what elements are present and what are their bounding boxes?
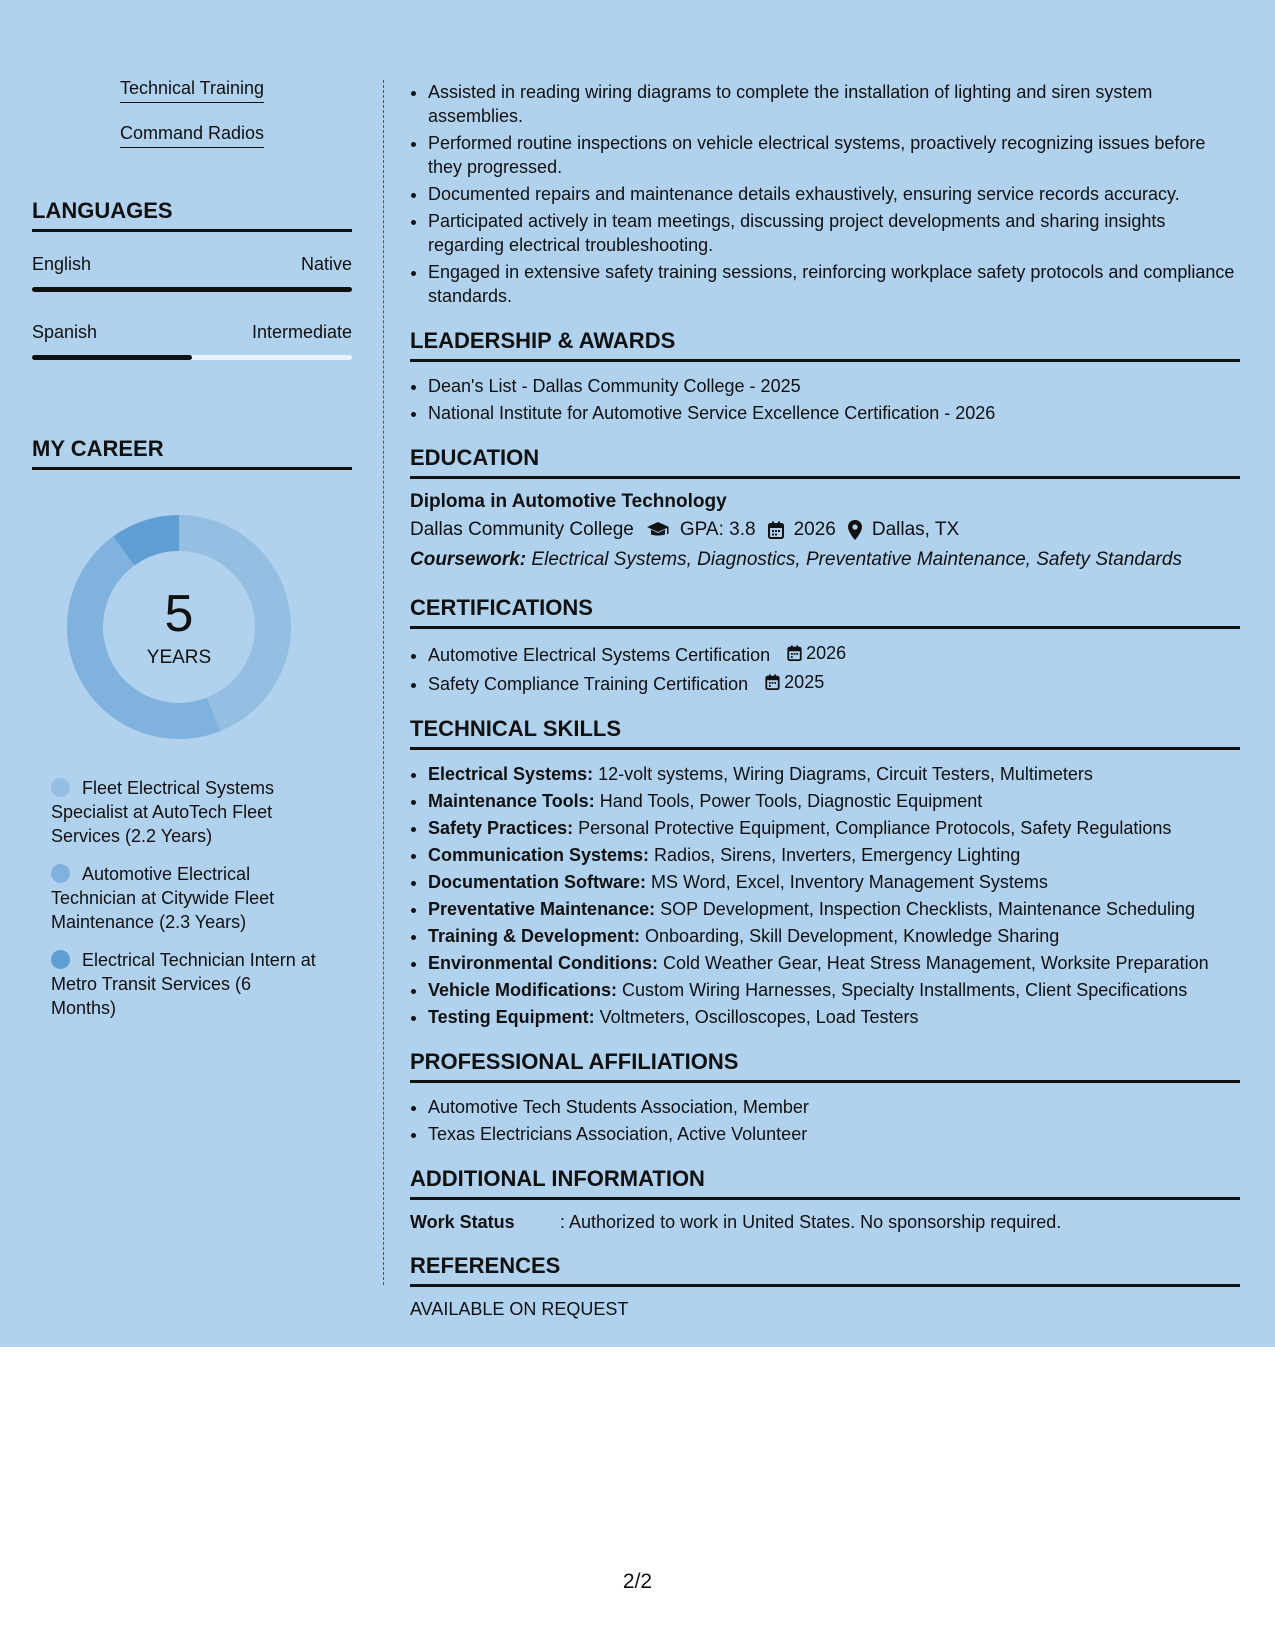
certifications-list (410, 641, 1240, 696)
career-item-text: Automotive Electrical Technician at Citywide Fleet Maintenance (2.3 Years) (51, 864, 275, 932)
page-number: 2/2 (622, 1570, 653, 1593)
leadership-list (410, 374, 1240, 425)
skill-value: Personal Protective Equipment, Compliance Protocols, Safety Regulations (573, 818, 1172, 838)
graduation-cap-icon (646, 521, 670, 539)
experience-bullet: • Participated actively in team meetings, discussing project developments and sharing insights regarding electrical troubleshooting. (428, 209, 1240, 257)
column-divider (383, 80, 384, 1285)
language-english (32, 254, 352, 292)
work-status-row (410, 1212, 1240, 1233)
work-status-label: Work Status (410, 1212, 515, 1232)
skill-link-command-radios: Command Radios (120, 123, 264, 148)
skill-item (428, 897, 1240, 921)
career-item-text: Electrical Technician Intern at Metro Transit Services (6 Months) (51, 950, 316, 1018)
skill-item (428, 1005, 1240, 1029)
skill-value: Onboarding, Skill Development, Knowledge Sharing (640, 926, 1060, 946)
education-gpa: GPA: 3.8 (679, 519, 756, 540)
skill-value: MS Word, Excel, Inventory Management Systems (646, 872, 1048, 892)
legend-dot (51, 778, 70, 797)
references-title: REFERENCES (410, 1253, 1240, 1287)
coursework-label: Coursework: (410, 549, 527, 570)
skill-item (428, 843, 1240, 867)
skill-label: Training & Development: (428, 926, 641, 946)
career-item (51, 776, 321, 848)
skill-value: Voltmeters, Oscilloscopes, Load Testers (594, 1007, 919, 1027)
skill-label: Vehicle Modifications: (428, 980, 618, 1000)
legend-dot (51, 950, 70, 969)
skill-value: Custom Wiring Harnesses, Specialty Installments, Client Specifications (617, 980, 1188, 1000)
career-list (51, 776, 321, 1020)
calendar-icon (765, 674, 780, 690)
career-title: MY CAREER (32, 436, 352, 470)
skill-label: Documentation Software: (428, 872, 647, 892)
skill-item (428, 762, 1240, 786)
affiliations-title: PROFESSIONAL AFFILIATIONS (410, 1049, 1240, 1083)
skill-item (428, 951, 1240, 975)
skill-value: Cold Weather Gear, Heat Stress Management, Worksite Preparation (658, 953, 1209, 973)
language-bar-fill (32, 287, 352, 292)
career-item (51, 948, 321, 1020)
skill-value: SOP Development, Inspection Checklists, Maintenance Scheduling (655, 899, 1196, 919)
career-donut (64, 512, 294, 742)
languages-title: LANGUAGES (32, 198, 352, 232)
education-school: Dallas Community College (410, 519, 634, 540)
affiliations-list (410, 1095, 1240, 1146)
career-item (51, 862, 321, 934)
certification-item (428, 641, 1240, 667)
skill-label: Electrical Systems: (428, 764, 594, 784)
experience-bullets (410, 80, 1240, 308)
skill-item (428, 870, 1240, 894)
affiliation-item: • Automotive Tech Students Association, Member (428, 1095, 1240, 1119)
right-column (410, 80, 1240, 1320)
education-coursework (410, 549, 1240, 571)
experience-bullet: • Performed routine inspections on vehicle electrical systems, proactively recognizing issues before they progressed. (428, 131, 1240, 179)
certification-year: 2026 (806, 643, 847, 663)
language-level: Intermediate (251, 322, 352, 342)
education-degree: Diploma in Automotive Technology (410, 491, 727, 512)
skill-label: Preventative Maintenance: (428, 899, 656, 919)
skill-item (428, 816, 1240, 840)
leadership-item: • Dean's List - Dallas Community College - 2025 (428, 374, 1240, 398)
certification-name: Safety Compliance Training Certification (428, 674, 749, 694)
certification-name: Automotive Electrical Systems Certification (428, 645, 771, 665)
language-bar-fill (32, 355, 192, 360)
skill-item (428, 924, 1240, 948)
legend-dot (51, 864, 70, 883)
references-text: AVAILABLE ON REQUEST (410, 1299, 629, 1319)
skill-label: Maintenance Tools: (428, 791, 595, 811)
language-bar (32, 287, 352, 292)
language-name: Spanish (32, 322, 98, 342)
education-details (410, 519, 1240, 541)
skill-label: Safety Practices: (428, 818, 574, 838)
language-bar (32, 355, 352, 360)
leadership-item: • National Institute for Automotive Service Excellence Certification - 2026 (428, 401, 1240, 425)
technical-skills-title: TECHNICAL SKILLS (410, 716, 1240, 750)
experience-bullet: • Assisted in reading wiring diagrams to complete the installation of lighting and siren system assemblies. (428, 80, 1240, 128)
experience-bullet: • Documented repairs and maintenance details exhaustively, ensuring service records accuracy. (428, 182, 1240, 206)
education-title: EDUCATION (410, 445, 1240, 479)
technical-skills-list (410, 762, 1240, 1029)
certification-item (428, 670, 1240, 696)
calendar-icon (787, 645, 802, 661)
left-column (32, 78, 352, 1034)
calendar-icon (768, 521, 784, 539)
coursework-text: Electrical Systems, Diagnostics, Preventative Maintenance, Safety Standards (526, 549, 1182, 570)
certifications-title: CERTIFICATIONS (410, 595, 1240, 629)
language-name: English (32, 254, 92, 274)
additional-info-title: ADDITIONAL INFORMATION (410, 1166, 1240, 1200)
skill-item (428, 789, 1240, 813)
affiliation-item: • Texas Electricians Association, Active Volunteer (428, 1122, 1240, 1146)
location-pin-icon (848, 520, 862, 540)
skill-link-technical-training: Technical Training (120, 78, 264, 103)
work-status-value: : Authorized to work in United States. No sponsorship required. (560, 1212, 1062, 1232)
education-location: Dallas, TX (871, 519, 960, 540)
leadership-title: LEADERSHIP & AWARDS (410, 328, 1240, 362)
experience-bullet: • Engaged in extensive safety training sessions, reinforcing workplace safety protocols and compliance standards. (428, 260, 1240, 308)
language-level: Native (300, 254, 352, 274)
skill-item (428, 978, 1240, 1002)
education-year: 2026 (793, 519, 836, 540)
skill-value: 12-volt systems, Wiring Diagrams, Circuit Testers, Multimeters (593, 764, 1093, 784)
skill-label: Environmental Conditions: (428, 953, 659, 973)
career-item-text: Fleet Electrical Systems Specialist at AutoTech Fleet Services (2.2 Years) (51, 778, 275, 846)
skill-value: Radios, Sirens, Inverters, Emergency Lighting (649, 845, 1021, 865)
career-total: 5 (164, 585, 194, 643)
skill-label: Communication Systems: (428, 845, 650, 865)
certification-year: 2025 (784, 672, 825, 692)
skill-label: Testing Equipment: (428, 1007, 595, 1027)
skill-value: Hand Tools, Power Tools, Diagnostic Equipment (594, 791, 983, 811)
language-spanish (32, 322, 352, 360)
career-unit: YEARS (146, 647, 212, 668)
